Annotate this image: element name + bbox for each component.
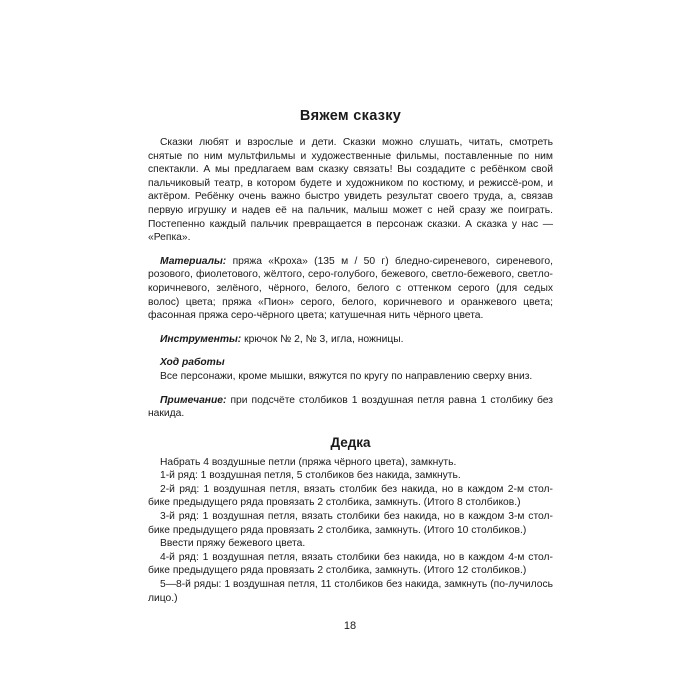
intro-paragraph: Сказки любят и взрослые и дети. Сказки можно слушать, читать, смотреть снятые по ним мультфильмы и художественные фильмы, поставленные по ним спектакли. А мы предлагаем вам сказку связать! Вы создадите с ребёнком свой пальчиковый театр, в котором будете и художником по костюму, и режиссё-ром, и актёром. Ребёнку очень важно быстро увидеть результат своего труда, а, связав первую игрушку и надев её на пальчик, малыш может с ней сразу же поиграть. Постепенно каждый пальчик превращается в персонаж сказки. А сказка у нас — «Репка». (148, 137, 553, 244)
tools-label: Инструменты: (160, 333, 242, 345)
page-number: 18 (343, 620, 357, 632)
workflow-text: Все персонажи, кроме мышки, вяжутся по кругу по направлению сверху вниз. (160, 370, 533, 382)
instruction-row: 1-й ряд: 1 воздушная петля, 5 столбиков без накида, замкнуть. (160, 470, 461, 482)
workflow-section (148, 356, 553, 383)
materials-paragraph (148, 255, 553, 323)
tools-paragraph (148, 333, 553, 347)
section-title: Дедка (330, 434, 371, 450)
page-content (148, 108, 553, 605)
workflow-heading: Ход работы (160, 357, 225, 369)
materials-label: Материалы: (160, 255, 227, 267)
materials-text: пряжа «Кроха» (135 м / 50 г) бледно-сиреневого, сиреневого, розового, фиолетового, жёлтого, серо-голубого, бежевого, светло-бежевого, светло-коричневого, зелёного, чёрного, белого, белого с оттенком серого (для седых волос) цвета; пряжа «Пион» серого, белого, коричневого и оранжевого цвета; фасонная пряжа серо-чёрного цвета; катушечная нить чёрного цвета. (148, 255, 553, 322)
page-title: Вяжем сказку (299, 108, 402, 124)
note-text: при подсчёте столбиков 1 воздушная петля равна 1 столбику без накида. (148, 394, 553, 420)
instruction-row: 4-й ряд: 1 воздушная петля, вязать столбики без накида, но в каждом 4-м стол-бике предыдущего ряда провязать 2 столбика, замкнуть. (Итого 12 столбиков.) (148, 551, 553, 577)
note-label: Примечание: (160, 394, 227, 406)
instruction-row: Набрать 4 воздушные петли (пряжа чёрного цвета), замкнуть. (160, 456, 457, 468)
instruction-row: 5—8-й ряды: 1 воздушная петля, 11 столбиков без накида, замкнуть (по-лучилось лицо.) (148, 579, 553, 604)
note-paragraph (148, 394, 553, 421)
tools-text: крючок № 2, № 3, игла, ножницы. (241, 333, 404, 345)
instruction-row: 3-й ряд: 1 воздушная петля, вязать столбики без накида, но в каждом 3-м стол-бике предыдущего ряда провязать 2 столбика, замкнуть. (Итого 10 столбиков.) (148, 511, 553, 536)
instruction-row: 2-й ряд: 1 воздушная петля, вязать столбик без накида, но в каждом 2-м стол-бике предыдущего ряда провязать 2 столбика, замкнуть. (Итого 8 столбиков.) (148, 483, 553, 509)
instruction-row: Ввести пряжу бежевого цвета. (160, 538, 306, 550)
